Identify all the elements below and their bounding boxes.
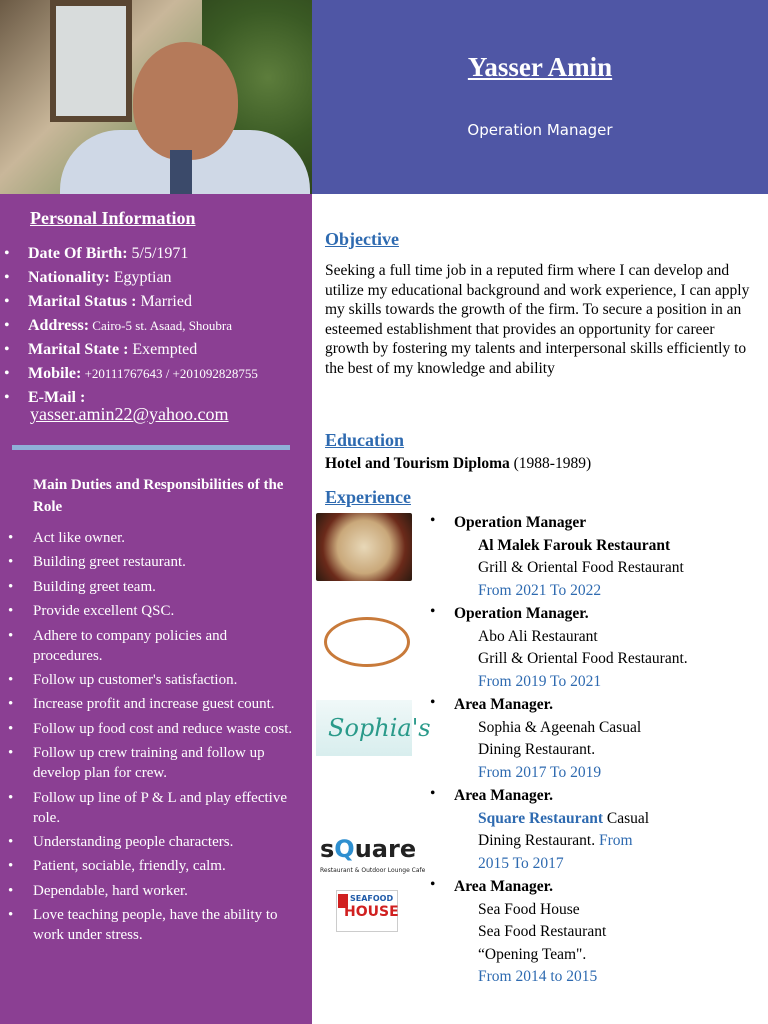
objective-text: Seeking a full time job in a reputed firm where I can develop and utilize my educational background and work experience, I can apply my skills towards the growth of the firm. To secure a position in an esteemed establishment that provides an opportunity for career growth by fostering my talents and interpersonal skills efficiently to the best of my knowledge and ability [325,262,750,377]
list-item: • Follow up customer's satisfaction. [0,670,300,690]
job-period: From 2021 To 2022 [478,581,602,599]
personal-info-item: • Nationality: Egyptian [0,266,258,290]
job-note: “Opening Team". [478,945,587,963]
list-item: • Building greet restaurant. [0,552,300,572]
personal-info-list [0,242,258,410]
header-banner [312,0,768,194]
abo-ali-logo [316,607,412,675]
al-malek-farouk-logo [316,513,412,581]
personal-info-item: • Mobile: +20111767643 / +201092828755 [0,362,258,386]
job-company: Al Malek Farouk Restaurant [478,536,671,554]
person-name: Yasser Amin [467,52,613,82]
bullet: • [430,876,436,893]
education-degree: Hotel and Tourism Diploma [325,455,510,472]
personal-info-title: Personal Information [30,208,196,228]
list-item: • Follow up crew training and follow up develop plan for crew. [0,743,300,783]
list-item: • Dependable, hard worker. [0,881,300,901]
education-title: Education [325,430,405,450]
person-role: Operation Manager [467,121,613,139]
job-type: Dining Restaurant. [478,832,596,850]
personal-info-item: • Marital Status : Married [0,290,258,314]
job-company: Abo Ali Restaurant [478,627,598,645]
divider [12,445,290,450]
list-item: • Adhere to company policies and procedures. [0,626,300,666]
list-item: • Act like owner. [0,528,300,548]
bullet: • [430,512,436,529]
experience-title: Experience [325,487,411,507]
job-period: 2015 To 2017 [478,854,564,872]
job-period: From 2017 To 2019 [478,763,602,781]
bullet: • [430,694,436,711]
list-item: • Love teaching people, have the ability to work under stress. [0,905,300,945]
bullet: • [430,603,436,620]
job-company: Square Restaurant [478,809,604,827]
job-position: Operation Manager. [454,605,589,622]
seafood-house-logo: SEAFOOD HOUSE [316,882,412,942]
personal-info-item: • Marital State : Exempted [0,338,258,362]
job-position: Operation Manager [454,514,587,531]
job-position: Area Manager. [454,696,554,713]
job-type: Sea Food Restaurant [478,923,607,941]
education-years: (1988-1989) [509,455,592,472]
list-item: • Follow up food cost and reduce waste cost. [0,719,300,739]
job-type: Grill & Oriental Food Restaurant [478,559,684,577]
personal-info-item: • Address: Cairo-5 st. Asaad, Shoubra [0,314,258,338]
personal-info-item: • E-Mail : [0,386,258,410]
sophia-logo: Sophia's [316,700,412,756]
list-item: • Patient, sociable, friendly, calm. [0,856,300,876]
job-company: Sea Food House [478,900,580,918]
education-line [325,455,591,473]
list-item: • Building greet team. [0,577,300,597]
sidebar [0,194,312,1024]
job-position: Area Manager. [454,787,554,804]
list-item: • Follow up line of P & L and play effective role. [0,788,300,828]
square-logo: sQuare Restaurant & Outdoor Lounge Cafe [320,835,426,874]
job-position: Area Manager. [454,878,554,895]
job-period: From 2019 To 2021 [478,672,602,690]
list-item: • Increase profit and increase guest count. [0,694,300,714]
duties-list [0,528,300,949]
duties-title: Main Duties and Responsibilities of the Role [33,477,284,515]
list-item: • Understanding people characters. [0,832,300,852]
job-type: Dining Restaurant. [478,741,596,759]
job-company: Sophia & Ageenah Casual [478,718,642,736]
list-item: • Provide excellent QSC. [0,601,300,621]
email-link[interactable]: yasser.amin22@yahoo.com [30,404,229,424]
bullet: • [430,785,436,802]
objective-title: Objective [325,229,399,249]
job-period: From 2014 to 2015 [478,968,598,986]
personal-info-item: • Date Of Birth: 5/5/1971 [0,242,258,266]
job-type: Grill & Oriental Food Restaurant. [478,650,688,668]
profile-photo [0,0,312,194]
